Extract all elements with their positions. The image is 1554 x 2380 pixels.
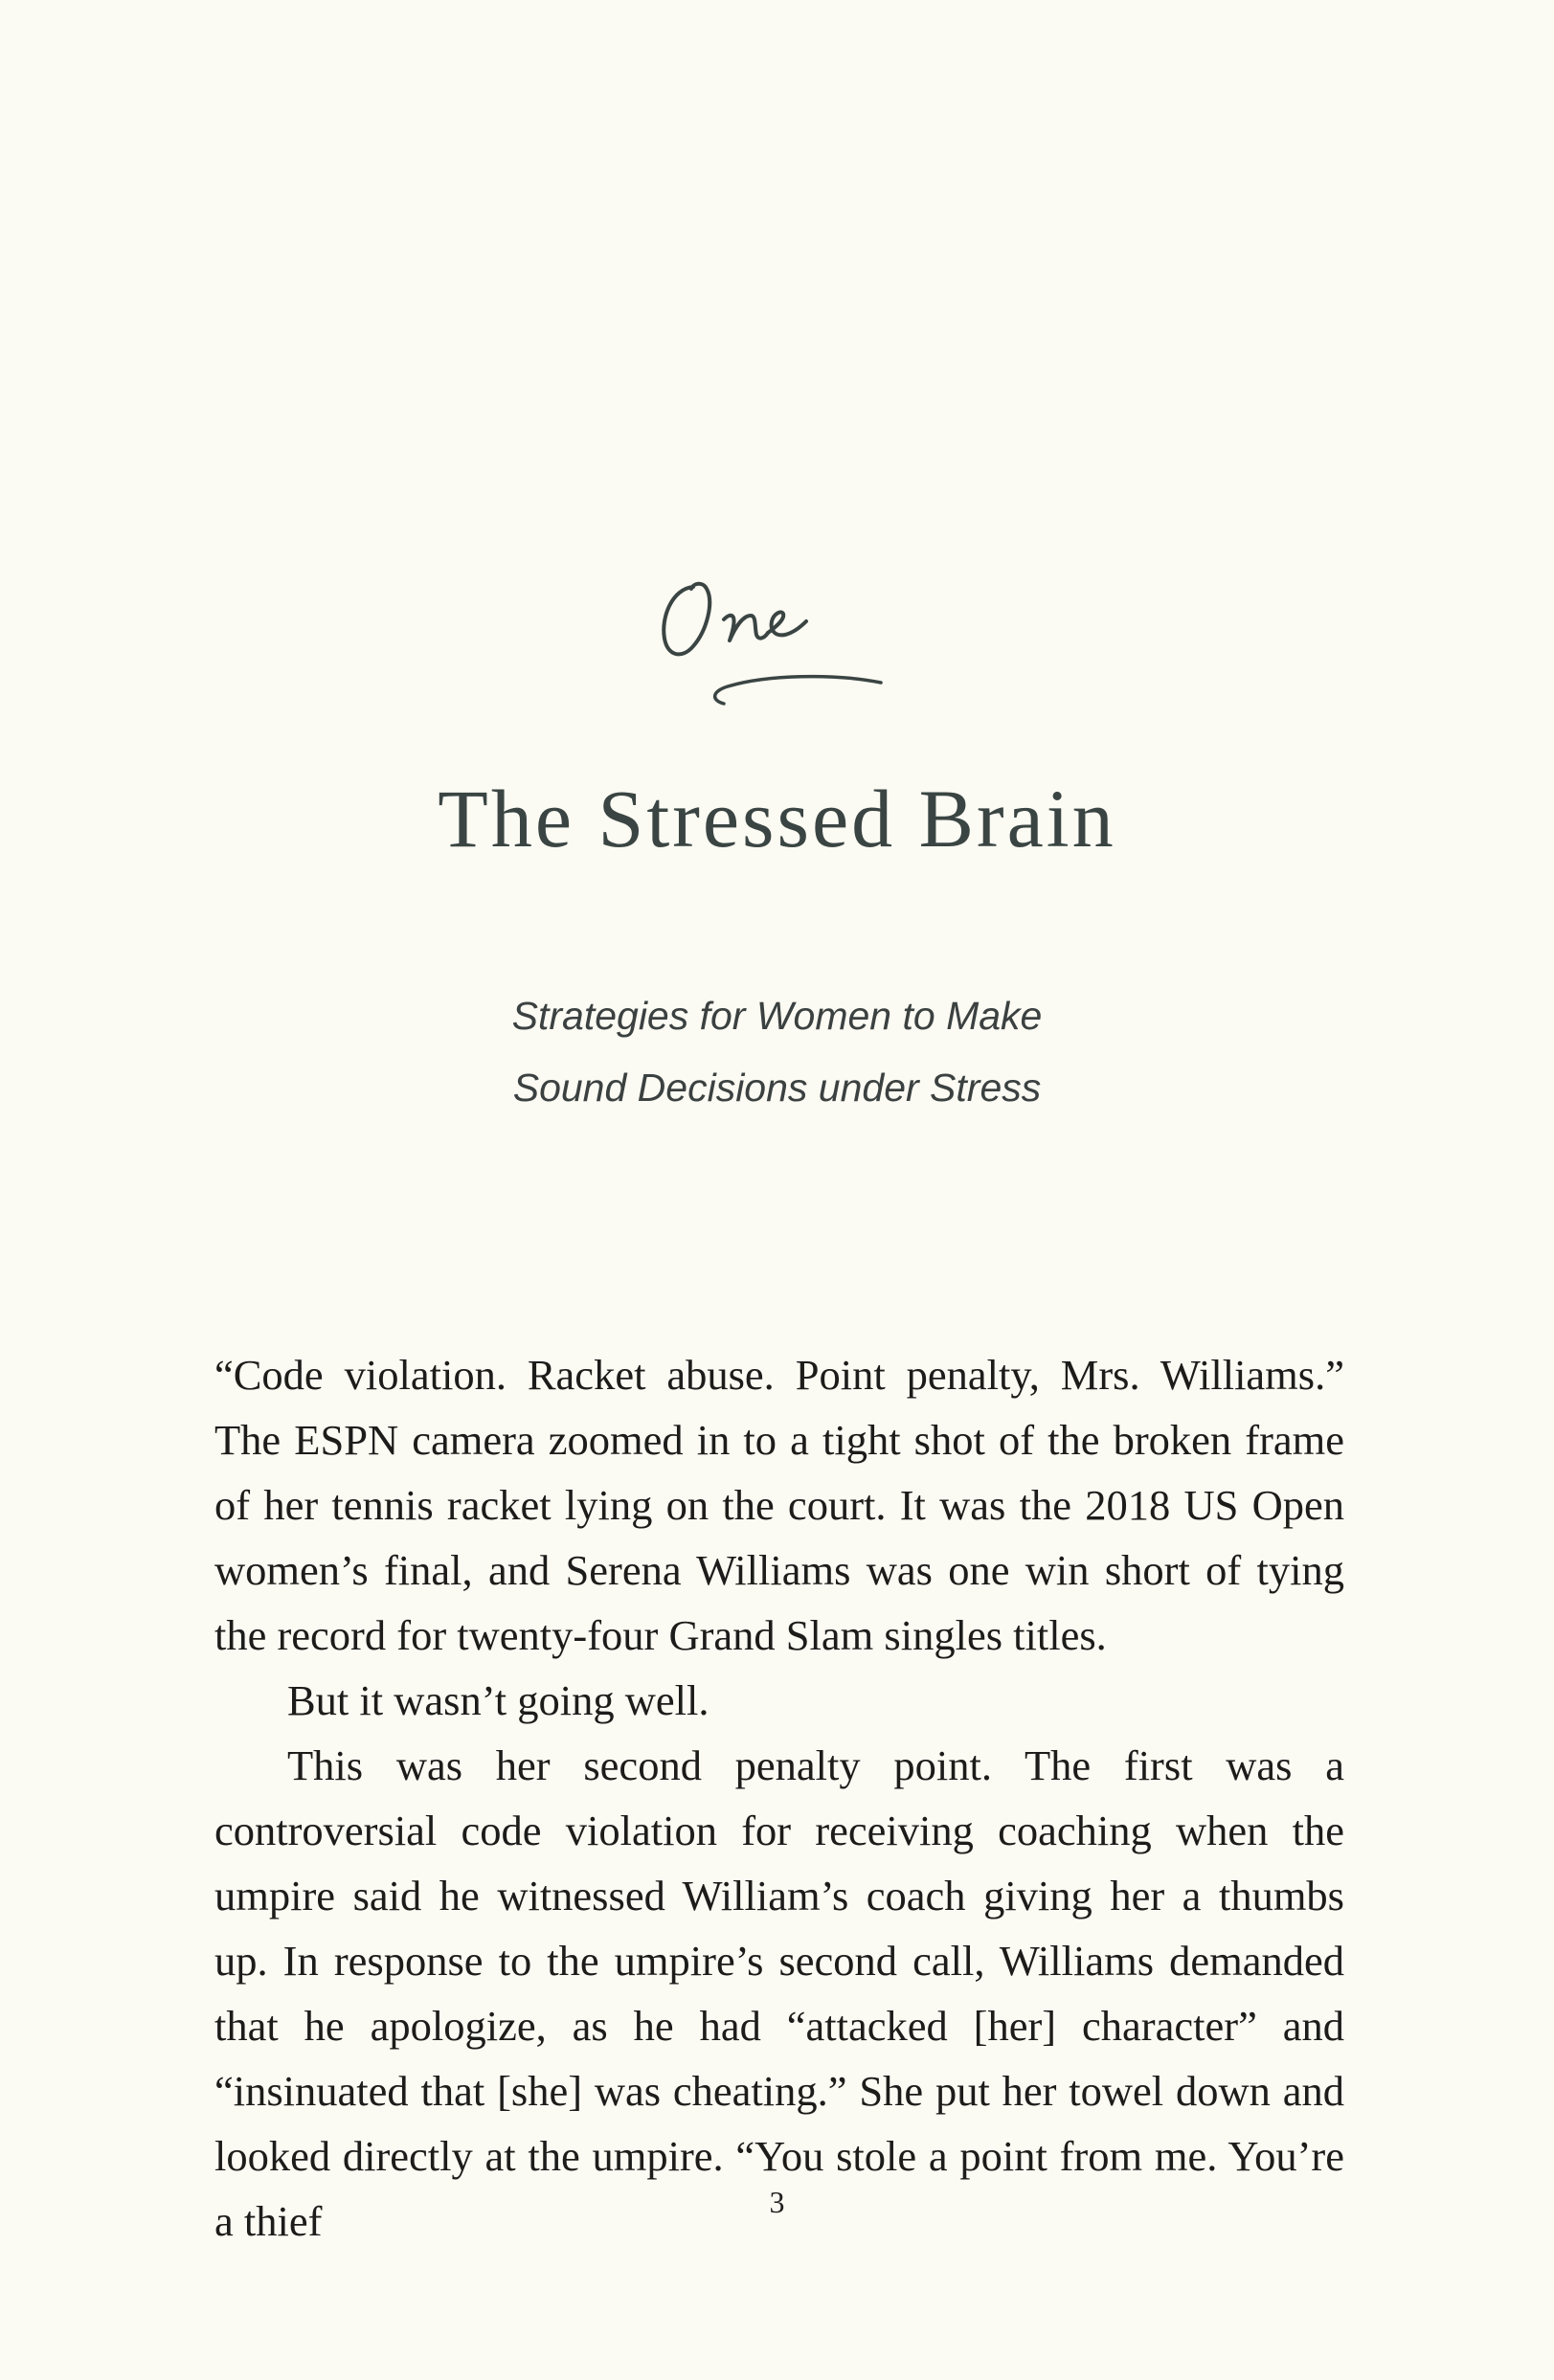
page-number: 3 (769, 2185, 785, 2219)
chapter-title: The Stressed Brain (438, 773, 1116, 864)
chapter-subtitle-line-1: Strategies for Women to Make (511, 994, 1043, 1038)
paragraph-2: But it wasn’t going well. (287, 1676, 709, 1724)
paragraph-3: This was her second penalty point. The first was a controversial code violation for receiving coaching when the umpire said he witnessed William’s coach giving her a thumbs up. In response to the umpire’s second call, Williams demanded that he apologize, as he had “attacked [her] character” and “insinuated that [she] was cheating.” She put her towel down and looked directly at the umpire. “You stole a point from me. You’re a thief (214, 1741, 1344, 2245)
paragraph-1: “Code violation. Racket abuse. Point penalty, Mrs. Williams.” The ESPN camera zoomed in to a tight shot of the broken frame of her tennis racket lying on the court. It was the 2018 US Open women’s final, and Serena Williams was one win short of tying the record for twenty-four Grand Slam singles titles. (214, 1351, 1344, 1659)
chapter-subtitle-line-2: Sound Decisions under Stress (512, 1066, 1042, 1110)
chapter-number-handwritten-one (632, 560, 919, 713)
body-text (214, 1342, 1344, 2254)
chapter-number-script (632, 560, 919, 713)
